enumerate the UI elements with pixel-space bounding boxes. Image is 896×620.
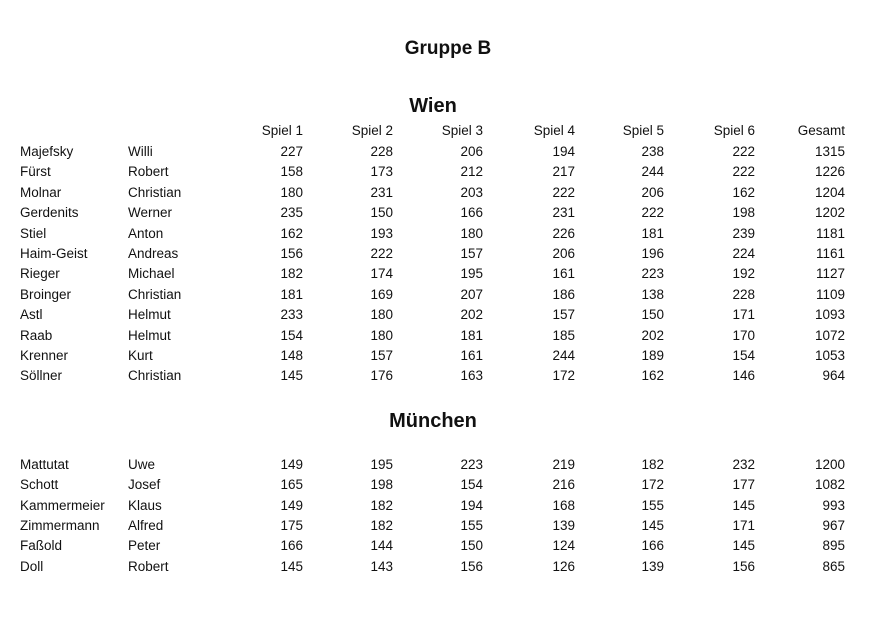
player-last-name: Fürst [20,164,51,180]
score-spiel-6: 156 [732,558,755,574]
table-row [0,307,896,327]
score-spiel-6: 154 [732,348,755,363]
score-spiel-1: 165 [280,477,303,493]
score-spiel-4: 168 [552,497,575,513]
player-last-name: Majefsky [20,144,74,159]
score-spiel-6: 228 [732,286,755,302]
score-spiel-1: 181 [280,286,303,302]
player-first-name: Uwe [128,457,156,472]
score-spiel-2: 143 [370,558,393,574]
score-spiel-2: 198 [370,477,393,493]
score-spiel-3: 203 [460,184,483,200]
score-spiel-4: 226 [552,225,575,241]
score-gesamt: 1127 [815,266,845,282]
score-spiel-4: 124 [552,538,575,554]
player-last-name: Faßold [20,538,63,554]
score-gesamt: 1181 [815,225,845,241]
header-spiel-2: Spiel 2 [351,123,393,138]
score-spiel-3: 154 [460,477,483,493]
player-first-name: Josef [128,477,161,493]
score-spiel-5: 222 [641,205,664,221]
score-spiel-4: 231 [552,205,575,221]
score-spiel-1: 145 [280,558,303,574]
player-last-name: Stiel [20,225,47,241]
score-spiel-2: 173 [370,164,393,180]
score-spiel-1: 235 [280,205,303,221]
table-row [0,348,896,368]
player-first-name: Robert [128,164,169,180]
score-spiel-3: 206 [460,144,483,159]
score-spiel-1: 182 [280,266,303,282]
score-spiel-4: 139 [552,517,575,533]
score-spiel-6: 145 [732,497,755,513]
score-gesamt: 1072 [814,327,845,343]
score-spiel-5: 196 [641,246,664,261]
header-gesamt: Gesamt [797,123,845,138]
score-gesamt: 1109 [815,286,845,302]
score-spiel-3: 150 [460,538,483,554]
player-first-name: Kurt [128,348,153,363]
score-spiel-3: 202 [460,307,483,323]
score-spiel-5: 189 [641,348,664,363]
score-spiel-6: 224 [732,246,755,261]
score-gesamt: 1226 [814,164,845,180]
score-spiel-2: 157 [370,348,393,363]
score-spiel-2: 150 [370,205,393,221]
player-last-name: Molnar [20,184,62,200]
score-spiel-3: 181 [460,327,483,343]
score-spiel-6: 145 [732,538,755,554]
table-row [0,538,896,558]
score-gesamt: 895 [822,538,845,554]
player-first-name: Michael [128,266,175,282]
score-spiel-5: 172 [641,477,664,493]
player-last-name: Doll [20,558,44,574]
player-first-name: Anton [128,225,164,241]
player-first-name: Christian [128,368,182,384]
score-spiel-4: 161 [552,266,575,282]
score-spiel-6: 146 [732,368,755,384]
score-spiel-5: 238 [641,144,664,159]
score-spiel-2: 144 [370,538,393,554]
score-spiel-1: 233 [280,307,303,323]
player-last-name: Söllner [20,368,63,384]
header-spiel-1: Spiel 1 [261,123,303,138]
score-gesamt: 1200 [814,457,845,472]
score-spiel-5: 244 [641,164,664,180]
score-spiel-1: 166 [280,538,303,554]
score-spiel-1: 148 [280,348,303,363]
player-last-name: Astl [20,307,43,323]
score-spiel-5: 162 [641,368,664,384]
score-spiel-4: 185 [552,327,575,343]
score-spiel-1: 162 [280,225,303,241]
score-spiel-2: 182 [370,517,393,533]
table-row [0,559,896,579]
score-spiel-4: 194 [552,144,575,159]
score-gesamt: 1053 [814,348,845,363]
score-spiel-5: 181 [641,225,664,241]
score-spiel-5: 223 [641,266,664,282]
table-row [0,164,896,184]
score-spiel-6: 239 [732,225,755,241]
score-spiel-3: 166 [460,205,483,221]
page-title: Gruppe B [404,38,492,59]
score-spiel-2: 174 [370,266,393,282]
score-spiel-3: 156 [460,558,483,574]
score-gesamt: 967 [822,517,845,533]
player-first-name: Helmut [128,327,171,343]
player-first-name: Christian [128,184,182,200]
player-first-name: Werner [128,205,173,221]
score-spiel-2: 182 [370,497,393,513]
score-spiel-3: 155 [460,517,483,533]
score-gesamt: 993 [822,497,845,513]
score-spiel-6: 170 [732,327,755,343]
score-spiel-4: 126 [552,558,575,574]
table-row [0,185,896,205]
table-row [0,144,896,164]
table-row [0,518,896,538]
player-last-name: Kammermeier [20,497,105,513]
table-row [0,246,896,266]
player-first-name: Alfred [128,517,164,533]
score-spiel-6: 171 [732,517,755,533]
score-spiel-3: 163 [460,368,483,384]
player-first-name: Andreas [128,246,179,261]
score-spiel-5: 150 [641,307,664,323]
score-spiel-1: 227 [280,144,303,159]
score-spiel-3: 161 [460,348,483,363]
table-row [0,328,896,348]
score-spiel-3: 194 [460,497,483,513]
score-spiel-3: 180 [460,225,483,241]
score-spiel-2: 222 [370,246,393,261]
score-gesamt: 1161 [815,246,845,261]
score-spiel-3: 212 [460,164,483,180]
player-first-name: Peter [128,538,161,554]
player-last-name: Schott [20,477,59,493]
score-spiel-2: 169 [370,286,393,302]
column-header-row [0,123,896,143]
score-spiel-4: 186 [552,286,575,302]
player-first-name: Robert [128,558,169,574]
player-last-name: Broinger [20,286,72,302]
score-gesamt: 1204 [814,184,845,200]
score-spiel-4: 217 [552,164,575,180]
table-row [0,368,896,388]
table-row [0,477,896,497]
score-spiel-1: 149 [280,497,303,513]
score-spiel-6: 177 [732,477,755,493]
player-first-name: Klaus [128,497,162,513]
score-spiel-4: 219 [552,457,575,472]
score-spiel-1: 156 [280,246,303,261]
player-last-name: Zimmermann [20,517,100,533]
score-spiel-3: 223 [460,457,483,472]
player-first-name: Helmut [128,307,171,323]
score-spiel-5: 182 [641,457,664,472]
table-row [0,457,896,477]
score-spiel-4: 157 [552,307,575,323]
score-spiel-6: 222 [732,144,755,159]
score-spiel-4: 244 [552,348,575,363]
player-first-name: Christian [128,286,182,302]
score-spiel-5: 155 [641,497,664,513]
score-spiel-4: 206 [552,246,575,261]
score-gesamt: 1315 [814,144,845,159]
score-spiel-6: 232 [732,457,755,472]
player-last-name: Krenner [20,348,69,363]
header-spiel-5: Spiel 5 [622,123,664,138]
table-row [0,287,896,307]
table-row [0,226,896,246]
player-last-name: Gerdenits [20,205,79,221]
score-spiel-2: 228 [370,144,393,159]
score-spiel-5: 206 [641,184,664,200]
score-spiel-6: 171 [732,307,755,323]
score-spiel-1: 145 [280,368,303,384]
header-spiel-6: Spiel 6 [713,123,755,138]
player-last-name: Rieger [20,266,60,282]
score-spiel-2: 231 [370,184,393,200]
score-spiel-1: 149 [280,457,303,472]
score-gesamt: 1202 [814,205,845,221]
score-spiel-5: 145 [641,517,664,533]
table-row [0,205,896,225]
score-spiel-1: 180 [280,184,303,200]
score-spiel-5: 138 [641,286,664,302]
score-spiel-6: 192 [732,266,755,282]
group-title-muenchen: München [389,410,477,432]
score-spiel-5: 166 [641,538,664,554]
header-spiel-4: Spiel 4 [533,123,575,138]
score-spiel-2: 180 [370,307,393,323]
score-spiel-1: 158 [280,164,303,180]
score-spiel-6: 198 [732,205,755,221]
header-spiel-3: Spiel 3 [441,123,483,138]
score-spiel-2: 180 [370,327,393,343]
score-spiel-2: 176 [370,368,393,384]
score-spiel-1: 175 [280,517,303,533]
score-spiel-4: 216 [552,477,575,493]
player-first-name: Willi [128,144,153,159]
score-gesamt: 1093 [814,307,845,323]
score-spiel-2: 193 [370,225,393,241]
score-spiel-3: 207 [460,286,483,302]
score-spiel-6: 162 [732,184,755,200]
score-spiel-1: 154 [280,327,303,343]
table-row [0,266,896,286]
player-last-name: Haim-Geist [20,246,88,261]
score-gesamt: 865 [822,558,845,574]
score-spiel-3: 195 [460,266,483,282]
score-spiel-4: 172 [552,368,575,384]
score-gesamt: 1082 [814,477,845,493]
score-spiel-5: 139 [641,558,664,574]
player-last-name: Mattutat [20,457,69,472]
group-title-wien: Wien [409,95,457,117]
player-last-name: Raab [20,327,53,343]
score-spiel-6: 222 [732,164,755,180]
score-spiel-2: 195 [370,457,393,472]
score-spiel-5: 202 [641,327,664,343]
score-spiel-4: 222 [552,184,575,200]
score-gesamt: 964 [822,368,845,384]
table-row [0,498,896,518]
score-spiel-3: 157 [460,246,483,261]
